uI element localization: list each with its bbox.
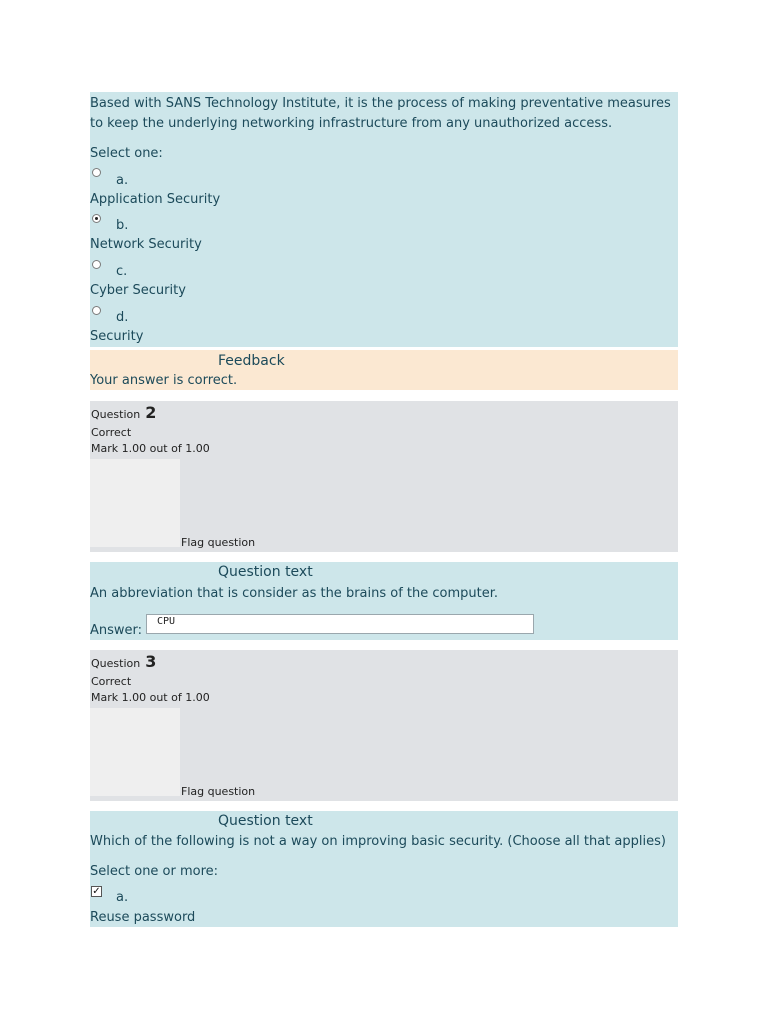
select-more-label: Select one or more: bbox=[90, 864, 219, 879]
option-d-radio[interactable] bbox=[92, 306, 101, 315]
question1-text: Based with SANS Technology Institute, it is the process of making preventative measures to keep the underlying networking infrastructure from any unauthorized access. bbox=[90, 96, 671, 131]
question2-text: An abbreviation that is consider as the brains of the computer. bbox=[90, 586, 499, 601]
answer-input[interactable]: CPU bbox=[146, 614, 534, 634]
question2-label: Question bbox=[91, 408, 141, 421]
question2-mark: Mark 1.00 out of 1.00 bbox=[91, 442, 210, 455]
question3-flag-link[interactable]: Flag question bbox=[181, 785, 256, 798]
option-c-label[interactable]: Cyber Security bbox=[90, 283, 186, 298]
option-a-checkbox[interactable]: ✓ bbox=[92, 886, 101, 897]
option-b-letter: b. bbox=[116, 218, 129, 233]
option-c-letter: c. bbox=[116, 264, 128, 279]
question2-heading bbox=[91, 403, 156, 422]
question3-label: Question bbox=[91, 657, 141, 670]
option-a-label[interactable]: Application Security bbox=[90, 192, 221, 207]
question3-heading bbox=[91, 652, 156, 671]
question2-status: Correct bbox=[91, 426, 132, 439]
question3-status: Correct bbox=[91, 675, 132, 688]
feedback-text: Your answer is correct. bbox=[90, 373, 238, 388]
question3-flag-area bbox=[90, 708, 180, 796]
feedback-title: Feedback bbox=[218, 353, 285, 369]
option-b-radio[interactable] bbox=[92, 214, 101, 223]
question1-content bbox=[90, 92, 678, 347]
option-c-radio[interactable] bbox=[92, 260, 101, 269]
answer-label: Answer: bbox=[90, 623, 143, 638]
option-a-radio[interactable] bbox=[92, 168, 101, 177]
question3-text: Which of the following is not a way on improving basic security. (Choose all that applies) bbox=[90, 834, 666, 849]
question2-flag-link[interactable]: Flag question bbox=[181, 536, 256, 549]
question2-text-title: Question text bbox=[218, 564, 313, 580]
feedback-panel bbox=[90, 350, 678, 390]
question3-info bbox=[90, 650, 678, 801]
option-d-letter: d. bbox=[116, 310, 129, 325]
question2-content bbox=[90, 562, 678, 640]
question2-number: 2 bbox=[145, 403, 157, 422]
q3-option-a-letter: a. bbox=[116, 890, 129, 905]
question3-text-title: Question text bbox=[218, 813, 313, 829]
question2-info bbox=[90, 401, 678, 552]
option-a-letter: a. bbox=[116, 173, 129, 188]
question2-flag-area bbox=[90, 459, 180, 547]
question3-number: 3 bbox=[145, 652, 157, 671]
q3-option-a-label[interactable]: Reuse password bbox=[90, 910, 196, 925]
select-one-label: Select one: bbox=[90, 146, 163, 161]
question3-mark: Mark 1.00 out of 1.00 bbox=[91, 691, 210, 704]
option-b-label[interactable]: Network Security bbox=[90, 237, 202, 252]
option-d-label[interactable]: Security bbox=[90, 329, 144, 344]
question3-content bbox=[90, 811, 678, 927]
